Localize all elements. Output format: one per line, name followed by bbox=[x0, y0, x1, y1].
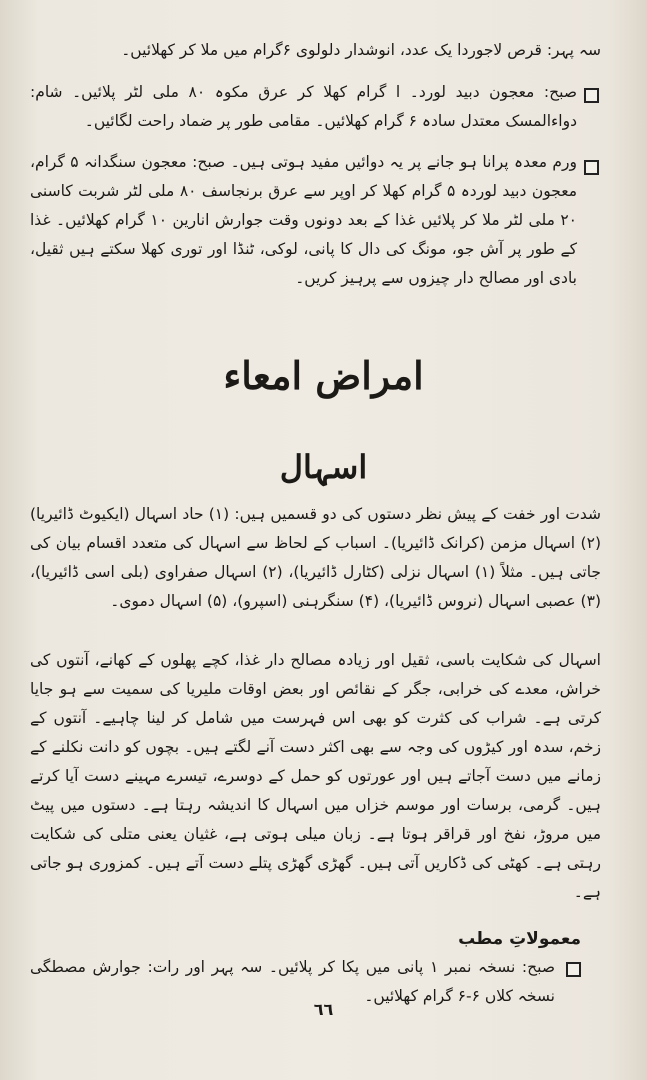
checkbox-icon[interactable] bbox=[584, 88, 599, 103]
page-number: ٦٦ bbox=[313, 1000, 334, 1019]
checkbox-icon[interactable] bbox=[584, 160, 599, 175]
treatment-item: صبح: نسخہ نمبر ۱ پانی میں پکا کر پلائیں۔ سہ پہر اور رات: جوارش مصطگی نسخہ کلاں ۶-۶ گرام کھلائیں۔ bbox=[30, 958, 555, 1005]
afternoon-dose-line: سہ پہر: قرص لاجوردا یک عدد، انوشدار دلولوی ۶گرام میں ملا کر کھلائیں۔ bbox=[121, 41, 601, 59]
diarrhea-types-paragraph: شدت اور خفت کے پیش نظر دستوں کی دو قسمیں ہیں: (۱) حاد اسہال (ایکیوٹ ڈائیریا) (۲) اسہال مزمن (کرانک ڈائیریا)۔ اسباب کے لحاظ سے اسہال کی متعدد اقسام بیان کی جاتی ہیں۔ مثلاً (۱) اسہال نزلی (کٹارل ڈائیریا)، (۲) اسہال صفراوی (بلی اسی ڈائیریا)، (۳) عصبی اسہال (نروس ڈائیریا)، (۴) سنگرہنی (اسپرو)، (۵) اسہال دموی۔ bbox=[30, 505, 602, 610]
treatment-heading: معمولاتِ مطب bbox=[458, 929, 581, 949]
checkbox-icon[interactable] bbox=[566, 962, 581, 977]
chronic-gastritis-item: ورم معدہ پرانا ہو جانے پر یہ دوائیں مفید ہوتی ہیں۔ صبح: معجون سنگدانہ ۵ گرام، معجون دبید لوردہ ۵ گرام کھلا کر اوپر سے عرق برنجاسف ۸۰ ملی لٹر شربت کاسنی ۲۰ ملی لٹر ملا کر پلائیں غذا کے بعد دونوں وقت جوارش انارین ۱۰ گرام کھلائیں۔ غذا کے طور پر آش جو، مونگ کی دال کا پانی، لوکی، ٹنڈا اور توری کھلا سکتے ہیں ثقیل، بادی اور مصالح دار چیزوں سے پرہیز کریں۔ bbox=[30, 153, 578, 287]
chapter-heading: امراض امعاء bbox=[223, 353, 424, 398]
diarrhea-causes-paragraph: اسہال کی شکایت باسی، ثقیل اور زیادہ مصالح دار غذا، کچے پھلوں کے کھانے، آنتوں کی خراش، معدے کی خرابی، جگر کے نقائص اور بعض اوقات ملیریا کی سمیت سے ہو جایا کرتی ہے۔ شراب کی کثرت کو بھی اس فہرست میں شامل کر لینا چاہیے۔ آنتوں کے زخم، سدہ اور کیڑوں کی وجہ سے بھی اکثر دست آنے لگتے ہیں۔ بچوں کو دانت نکلنے کے زمانے میں دست آجاتے ہیں اور عورتوں کو حمل کے دوسرے، تیسرے مہینے دست آیا کرتے ہیں۔ گرمی، برسات اور موسم خزاں میں اسہال کا اندیشہ رہتا ہے۔ دستوں میں پیٹ میں مروڑ، نفخ اور قراقر ہوتا ہے۔ زبان میلی ہوتی ہے، غثیان یعنی متلی کی شکایت رہتی ہے۔ کھٹی کی ڈکاریں آتی ہیں۔ گھڑی گھڑی پتلے دست آتے ہیں۔ کمزوری ہو جاتی ہے۔ bbox=[30, 651, 601, 901]
morning-prescription-item: صبح: معجون دبید لورد۔ ا گرام کھلا کر عرق مکوہ ۸۰ ملی لٹر پلائیں۔ شام: دواءالمسک معتدل سادہ ۶ گرام کھلائیں۔ مقامی طور پر ضماد راحت لگائیں۔ bbox=[30, 83, 577, 130]
section-heading: اسہال bbox=[279, 448, 368, 486]
